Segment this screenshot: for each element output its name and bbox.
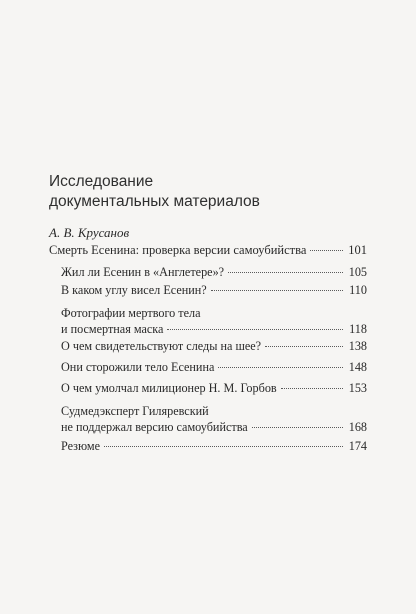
toc-entry-page: 105 bbox=[348, 265, 367, 279]
toc-entry[interactable] bbox=[61, 438, 367, 454]
toc-entry-page: 118 bbox=[349, 322, 367, 336]
toc-entry[interactable] bbox=[61, 403, 367, 435]
toc-entry-title: Жил ли Есенин в «Англетере»? bbox=[61, 265, 225, 279]
toc-entry-title-line: Судмедэксперт Гиляревский bbox=[61, 404, 209, 418]
toc-entry[interactable] bbox=[61, 282, 367, 298]
toc-entry-page: 174 bbox=[348, 439, 367, 453]
dot-leader bbox=[310, 250, 343, 251]
toc-entry[interactable] bbox=[61, 264, 367, 280]
dot-leader bbox=[252, 427, 343, 428]
dot-leader bbox=[218, 367, 343, 368]
toc-entry-title: В каком углу висел Есенин? bbox=[61, 283, 207, 297]
dot-leader bbox=[228, 272, 343, 273]
toc-entry-title: О чем умолчал милиционер Н. М. Горбов bbox=[61, 381, 277, 395]
toc-entry-title: Резюме bbox=[61, 439, 101, 453]
toc-entry[interactable] bbox=[61, 380, 367, 396]
toc-entry-page: 153 bbox=[348, 381, 367, 395]
toc-entry-page: 110 bbox=[349, 283, 367, 297]
dot-leader bbox=[211, 290, 343, 291]
dot-leader bbox=[167, 329, 343, 330]
toc-entry[interactable] bbox=[61, 359, 367, 375]
toc-entry[interactable] bbox=[61, 305, 367, 337]
toc-entry-title-line: Фотографии мертвого тела bbox=[61, 306, 201, 320]
toc-entry-title: Они сторожили тело Есенина bbox=[61, 360, 215, 374]
author-name: А. В. Крусанов bbox=[49, 225, 130, 240]
toc-entry-title: и посмертная маска bbox=[61, 322, 164, 336]
toc-entry-page: 148 bbox=[348, 360, 367, 374]
toc-entry-title: не поддержал версию самоубийства bbox=[61, 420, 248, 434]
toc-entry-title: О чем свидетельствуют следы на шее? bbox=[61, 339, 262, 353]
toc-entry-title: Смерть Есенина: проверка версии самоубийства bbox=[49, 243, 307, 257]
toc-entry-page: 168 bbox=[348, 420, 367, 434]
toc-entry-page: 138 bbox=[348, 339, 367, 353]
section-heading bbox=[49, 172, 260, 212]
dot-leader bbox=[265, 346, 343, 347]
dot-leader bbox=[104, 446, 343, 447]
toc-entry[interactable] bbox=[61, 338, 367, 354]
toc-entry-page: 101 bbox=[348, 243, 367, 257]
section-heading-line-2: документальных материалов bbox=[49, 193, 260, 210]
section-heading-line-1: Исследование bbox=[49, 173, 154, 190]
toc-main-entry[interactable] bbox=[49, 242, 367, 258]
dot-leader bbox=[281, 388, 343, 389]
